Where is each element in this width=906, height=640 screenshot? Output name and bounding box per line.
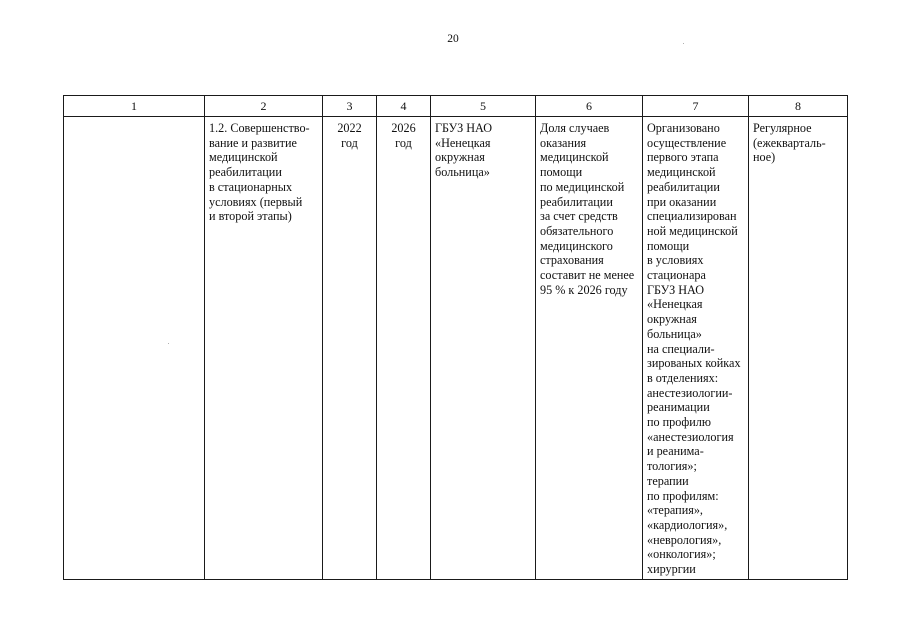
cell-measure <box>205 117 323 580</box>
cell-col1-text <box>64 117 204 121</box>
cell-frequency <box>749 117 848 580</box>
indicator: Доля случаев оказания медицинской помощи по медицинской реабилитации за счет средств обязательного медицинского страхования составит не менее 95 % к 2026 году <box>540 121 635 297</box>
table-row <box>64 117 848 580</box>
column-number-6: 6 <box>536 96 643 117</box>
start-year: 2022 год <box>337 121 362 150</box>
column-number-7: 7 <box>643 96 749 117</box>
scan-speck <box>683 43 684 44</box>
cell-col1 <box>64 117 205 580</box>
monitoring-frequency: Регулярное (ежекварталь- ное) <box>753 121 826 165</box>
column-number-5: 5 <box>431 96 536 117</box>
measure-name: 1.2. Совершенство- вание и развитие медицинской реабилитации в стационарных условиях (первый и второй этапы) <box>209 121 310 224</box>
column-number-1: 1 <box>64 96 205 117</box>
column-number-2: 2 <box>205 96 323 117</box>
end-year: 2026 год <box>391 121 416 150</box>
expected-result: Организовано осуществление первого этапа медицинской реабилитации при оказании специализирован ной медицинской помощи в условиях стационара ГБУЗ НАО «Ненецкая окружная больница» на специали- зированых койках в отделениях: анестезиологии- реанимации по профилю «анестезиология и реанима- тология»; терапии по профилям: «терапия», «кардиология», «неврология», «онкология»; хирургии <box>647 121 741 577</box>
column-number-4: 4 <box>377 96 431 117</box>
page-number: 20 <box>447 33 459 45</box>
cell-executor <box>431 117 536 580</box>
executor: ГБУЗ НАО «Ненецкая окружная больница» <box>435 121 493 180</box>
cell-result <box>643 117 749 580</box>
measures-table <box>63 95 848 580</box>
column-number-3: 3 <box>323 96 377 117</box>
table-header-row <box>64 96 848 117</box>
cell-indicator <box>536 117 643 580</box>
cell-start-year <box>323 117 377 580</box>
column-number-8: 8 <box>749 96 848 117</box>
cell-end-year <box>377 117 431 580</box>
